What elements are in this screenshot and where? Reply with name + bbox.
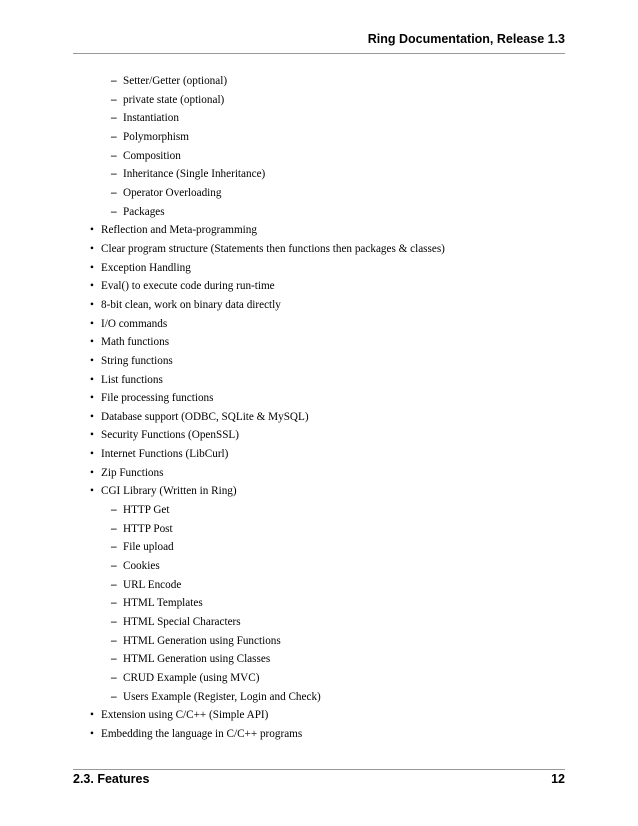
- list-item-text: List functions: [101, 373, 163, 386]
- list-item-text: Internet Functions (LibCurl): [101, 448, 229, 461]
- list-item: [73, 315, 565, 334]
- sub-list-item: [73, 147, 565, 166]
- feature-list: [73, 72, 565, 744]
- list-item-text: Zip Functions: [101, 466, 164, 479]
- dash-marker: –: [111, 504, 117, 517]
- list-item: [73, 259, 565, 278]
- list-item-text: HTTP Get: [123, 504, 170, 517]
- dash-marker: –: [111, 653, 117, 666]
- dash-marker: –: [111, 616, 117, 629]
- dash-marker: –: [111, 690, 117, 703]
- dash-marker: –: [111, 541, 117, 554]
- list-item-text: Polymorphism: [123, 130, 189, 143]
- bullet-marker: •: [90, 354, 94, 367]
- dash-marker: –: [111, 578, 117, 591]
- bullet-marker: •: [90, 727, 94, 740]
- list-item: [73, 464, 565, 483]
- sub-list-item: [73, 594, 565, 613]
- list-item: [73, 725, 565, 744]
- list-item: [73, 277, 565, 296]
- list-item: [73, 706, 565, 725]
- running-footer: [73, 772, 565, 790]
- list-item: [73, 445, 565, 464]
- list-item: [73, 371, 565, 390]
- dash-marker: –: [111, 634, 117, 647]
- list-item-text: Exception Handling: [101, 261, 191, 274]
- list-item-text: File processing functions: [101, 392, 214, 405]
- list-item-text: Composition: [123, 149, 181, 162]
- bullet-marker: •: [90, 336, 94, 349]
- list-item: [73, 482, 565, 501]
- dash-marker: –: [111, 93, 117, 106]
- dash-marker: –: [111, 672, 117, 684]
- sub-list-item: [73, 501, 565, 520]
- sub-list-item: [73, 576, 565, 595]
- list-item-text: Operator Overloading: [123, 186, 222, 199]
- list-item-text: File upload: [123, 541, 174, 554]
- sub-list-item: [73, 538, 565, 557]
- list-item-text: Database support (ODBC, SQLite & MySQL): [101, 410, 309, 423]
- bullet-marker: •: [90, 448, 94, 461]
- list-item: [73, 352, 565, 371]
- list-item-text: Inheritance (Single Inheritance): [123, 168, 266, 181]
- bullet-marker: •: [90, 298, 94, 311]
- bullet-marker: •: [90, 242, 94, 255]
- sub-list-item: [73, 520, 565, 539]
- list-item-text: CGI Library (Written in Ring): [101, 485, 237, 498]
- list-item-text: CRUD Example (using MVC): [123, 672, 260, 684]
- bullet-marker: •: [90, 224, 94, 237]
- list-item-text: HTTP Post: [123, 522, 173, 535]
- list-item-text: Embedding the language in C/C++ programs: [101, 727, 303, 740]
- footer-rule: [73, 769, 565, 770]
- dash-marker: –: [111, 560, 117, 573]
- bullet-marker: •: [90, 280, 94, 293]
- list-item-text: HTML Generation using Classes: [123, 653, 271, 666]
- dash-marker: –: [111, 522, 117, 535]
- list-item-text: Users Example (Register, Login and Check): [123, 690, 321, 703]
- list-item-text: 8-bit clean, work on binary data directly: [101, 298, 281, 311]
- dash-marker: –: [111, 205, 117, 218]
- dash-marker: –: [111, 168, 117, 181]
- bullet-marker: •: [90, 373, 94, 386]
- section-label: 2.3. Features: [73, 772, 150, 786]
- sub-list-item: [73, 632, 565, 651]
- list-item-text: private state (optional): [123, 93, 225, 106]
- list-item-text: URL Encode: [123, 578, 182, 591]
- list-item-text: Math functions: [101, 336, 170, 349]
- list-item: [73, 240, 565, 259]
- page-number: 12: [551, 772, 565, 786]
- list-item-text: Extension using C/C++ (Simple API): [101, 709, 269, 722]
- list-item-text: I/O commands: [101, 317, 168, 330]
- bullet-marker: •: [90, 466, 94, 479]
- dash-marker: –: [111, 75, 117, 87]
- sub-list-item: [73, 109, 565, 128]
- list-item: [73, 333, 565, 352]
- sub-list-item: [73, 688, 565, 707]
- sub-list-item: [73, 184, 565, 203]
- header-rule: [73, 53, 565, 54]
- sub-list-item: [73, 613, 565, 632]
- sub-list-item: [73, 72, 565, 91]
- list-item-text: HTML Special Characters: [123, 616, 241, 629]
- sub-list-item: [73, 203, 565, 222]
- list-item: [73, 426, 565, 445]
- sub-list-item: [73, 650, 565, 669]
- list-item-text: Packages: [123, 205, 165, 218]
- list-item-text: Instantiation: [123, 112, 179, 125]
- dash-marker: –: [111, 130, 117, 143]
- list-item-text: String functions: [101, 354, 173, 367]
- sub-list-item: [73, 669, 565, 688]
- bullet-marker: •: [90, 392, 94, 405]
- bullet-marker: •: [90, 317, 94, 330]
- list-item-text: Eval() to execute code during run-time: [101, 280, 275, 293]
- dash-marker: –: [111, 149, 117, 162]
- list-item: [73, 296, 565, 315]
- bullet-marker: •: [90, 485, 94, 498]
- list-item-text: Reflection and Meta-programming: [101, 224, 257, 237]
- list-item-text: Clear program structure (Statements then functions then packages & classes): [101, 242, 445, 255]
- dash-marker: –: [111, 112, 117, 125]
- list-item: [73, 221, 565, 240]
- list-item-text: Security Functions (OpenSSL): [101, 429, 239, 442]
- bullet-marker: •: [90, 410, 94, 423]
- sub-list-item: [73, 91, 565, 110]
- list-item-text: Setter/Getter (optional): [123, 75, 228, 87]
- bullet-marker: •: [90, 709, 94, 722]
- bullet-marker: •: [90, 429, 94, 442]
- sub-list-item: [73, 557, 565, 576]
- list-item-text: HTML Templates: [123, 597, 203, 610]
- sub-list-item: [73, 128, 565, 147]
- dash-marker: –: [111, 186, 117, 199]
- sub-list-item: [73, 165, 565, 184]
- bullet-marker: •: [90, 261, 94, 274]
- list-item: [73, 389, 565, 408]
- list-item-text: Cookies: [123, 560, 160, 573]
- document-title: Ring Documentation, Release 1.3: [367, 32, 565, 46]
- list-item-text: HTML Generation using Functions: [123, 634, 281, 647]
- running-header: [73, 32, 565, 50]
- dash-marker: –: [111, 597, 117, 610]
- list-item: [73, 408, 565, 427]
